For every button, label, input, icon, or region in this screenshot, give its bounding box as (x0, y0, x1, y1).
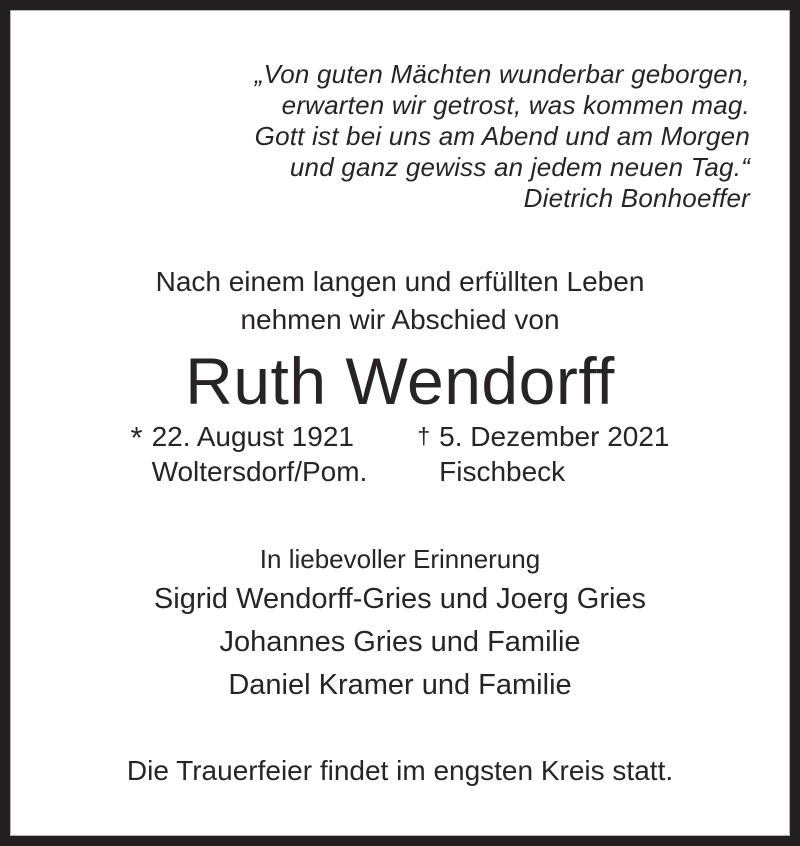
intro-line-2: nehmen wir Abschied von (240, 304, 560, 335)
memorial-block (10, 541, 790, 707)
mourner-line: Daniel Kramer und Familie (228, 669, 572, 701)
death-date: 5. Dezember 2021 (439, 421, 670, 452)
death-entry (417, 419, 669, 489)
life-dates (10, 419, 790, 489)
deceased-name: Ruth Wendorff (185, 344, 615, 418)
birth-entry (130, 419, 367, 489)
quote-line-4: und ganz gewiss an jedem neuen Tag.“ (289, 152, 750, 182)
death-cross-icon: † (417, 423, 431, 449)
birth-asterisk-icon: * (130, 420, 143, 455)
quote-line-2: erwarten wir getrost, was kommen mag. (281, 90, 750, 120)
death-place: Fischbeck (439, 456, 566, 487)
mourner-line: Sigrid Wendorff-Gries und Joerg Gries (153, 583, 647, 615)
intro-line-1: Nach einem langen und erfüllten Leben (155, 266, 645, 297)
intro-block (10, 263, 790, 339)
quote-block (10, 59, 790, 214)
death-details (439, 419, 669, 489)
birth-date: 22. August 1921 (151, 421, 354, 452)
quote-line-1: „Von guten Mächten wunderbar geborgen, (254, 59, 750, 89)
funeral-notice: Die Trauerfeier findet im engsten Kreis statt. (126, 755, 674, 786)
birth-place: Woltersdorf/Pom. (151, 456, 368, 487)
birth-details (152, 419, 368, 489)
quote-attribution: Dietrich Bonhoeffer (523, 183, 750, 213)
quote-line-3: Gott ist bei uns am Abend und am Morgen (254, 121, 750, 151)
memorial-heading: In liebevoller Erinnerung (259, 544, 541, 574)
mourner-line: Johannes Gries und Familie (219, 626, 581, 658)
